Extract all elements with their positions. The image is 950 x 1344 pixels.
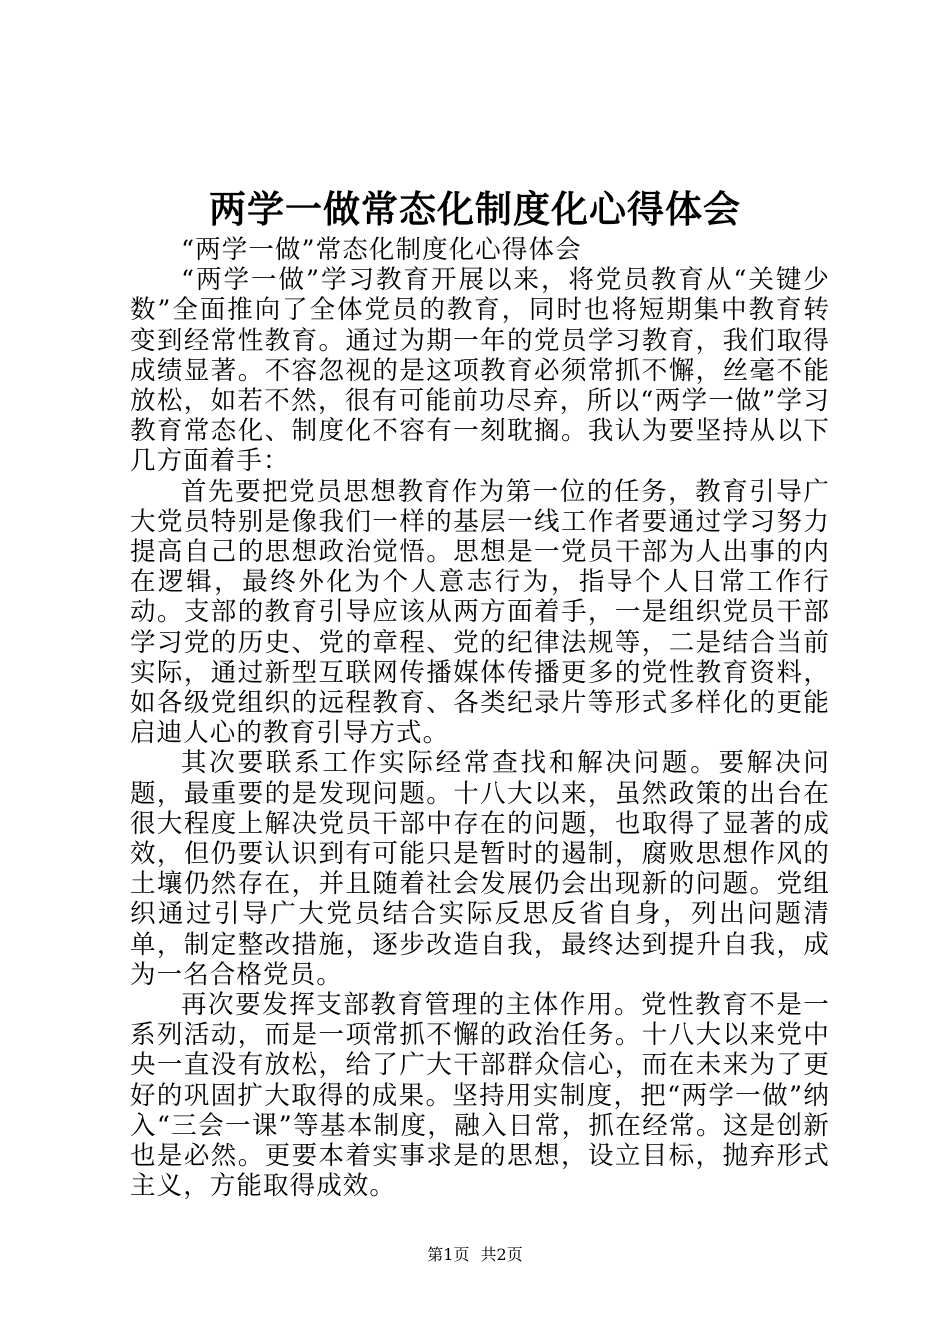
page-number: 第1页 — [427, 1245, 470, 1264]
document-body — [130, 235, 830, 1202]
paragraph-third-point: 再次要发挥支部教育管理的主体作用。党性教育不是一系列活动，而是一项常抓不懈的政治任务。十八大以来党中央一直没有放松，给了广大干部群众信心，而在未来为了更好的巩固扩大取得的成果。坚持用实制度，把“两学一做”纳入“三会一课”等基本制度，融入日常，抓在经常。这是创新也是必然。更要本着实事求是的思想，设立目标，抛弃形式主义，方能取得成效。 — [130, 990, 830, 1202]
page-footer — [0, 1244, 950, 1266]
page-total: 共2页 — [480, 1245, 523, 1264]
paragraph-intro: “两学一做”学习教育开展以来，将党员教育从“关键少数”全面推向了全体党员的教育，同时也将短期集中教育转变到经常性教育。通过为期一年的党员学习教育，我们取得成绩显著。不容忽视的是这项教育必须常抓不懈，丝毫不能放松，如若不然，很有可能前功尽弃，所以“两学一做”学习教育常态化、制度化不容有一刻耽搁。我认为要坚持从以下几方面着手： — [130, 265, 830, 477]
document-title: 两学一做常态化制度化心得体会 — [209, 187, 741, 231]
paragraph-subtitle: “两学一做”常态化制度化心得体会 — [181, 235, 582, 265]
paragraph-first-point: 首先要把党员思想教育作为第一位的任务，教育引导广大党员特别是像我们一样的基层一线工作者要通过学习努力提高自己的思想政治觉悟。思想是一党员干部为人出事的内在逻辑，最终外化为个人意志行为，指导个人日常工作行动。支部的教育引导应该从两方面着手，一是组织党员干部学习党的历史、党的章程、党的纪律法规等，二是结合当前实际，通过新型互联网传播媒体传播更多的党性教育资料，如各级党组织的远程教育、各类纪录片等形式多样化的更能启迪人心的教育引导方式。 — [130, 476, 830, 749]
paragraph-second-point: 其次要联系工作实际经常查找和解决问题。要解决问题，最重要的是发现问题。十八大以来，虽然政策的出台在很大程度上解决党员干部中存在的问题，也取得了显著的成效，但仍要认识到有可能只是暂时的遏制，腐败思想作风的土壤仍然存在，并且随着社会发展仍会出现新的问题。党组织通过引导广大党员结合实际反思反省自身，列出问题清单，制定整改措施，逐步改造自我，最终达到提升自我，成为一名合格党员。 — [130, 748, 830, 990]
